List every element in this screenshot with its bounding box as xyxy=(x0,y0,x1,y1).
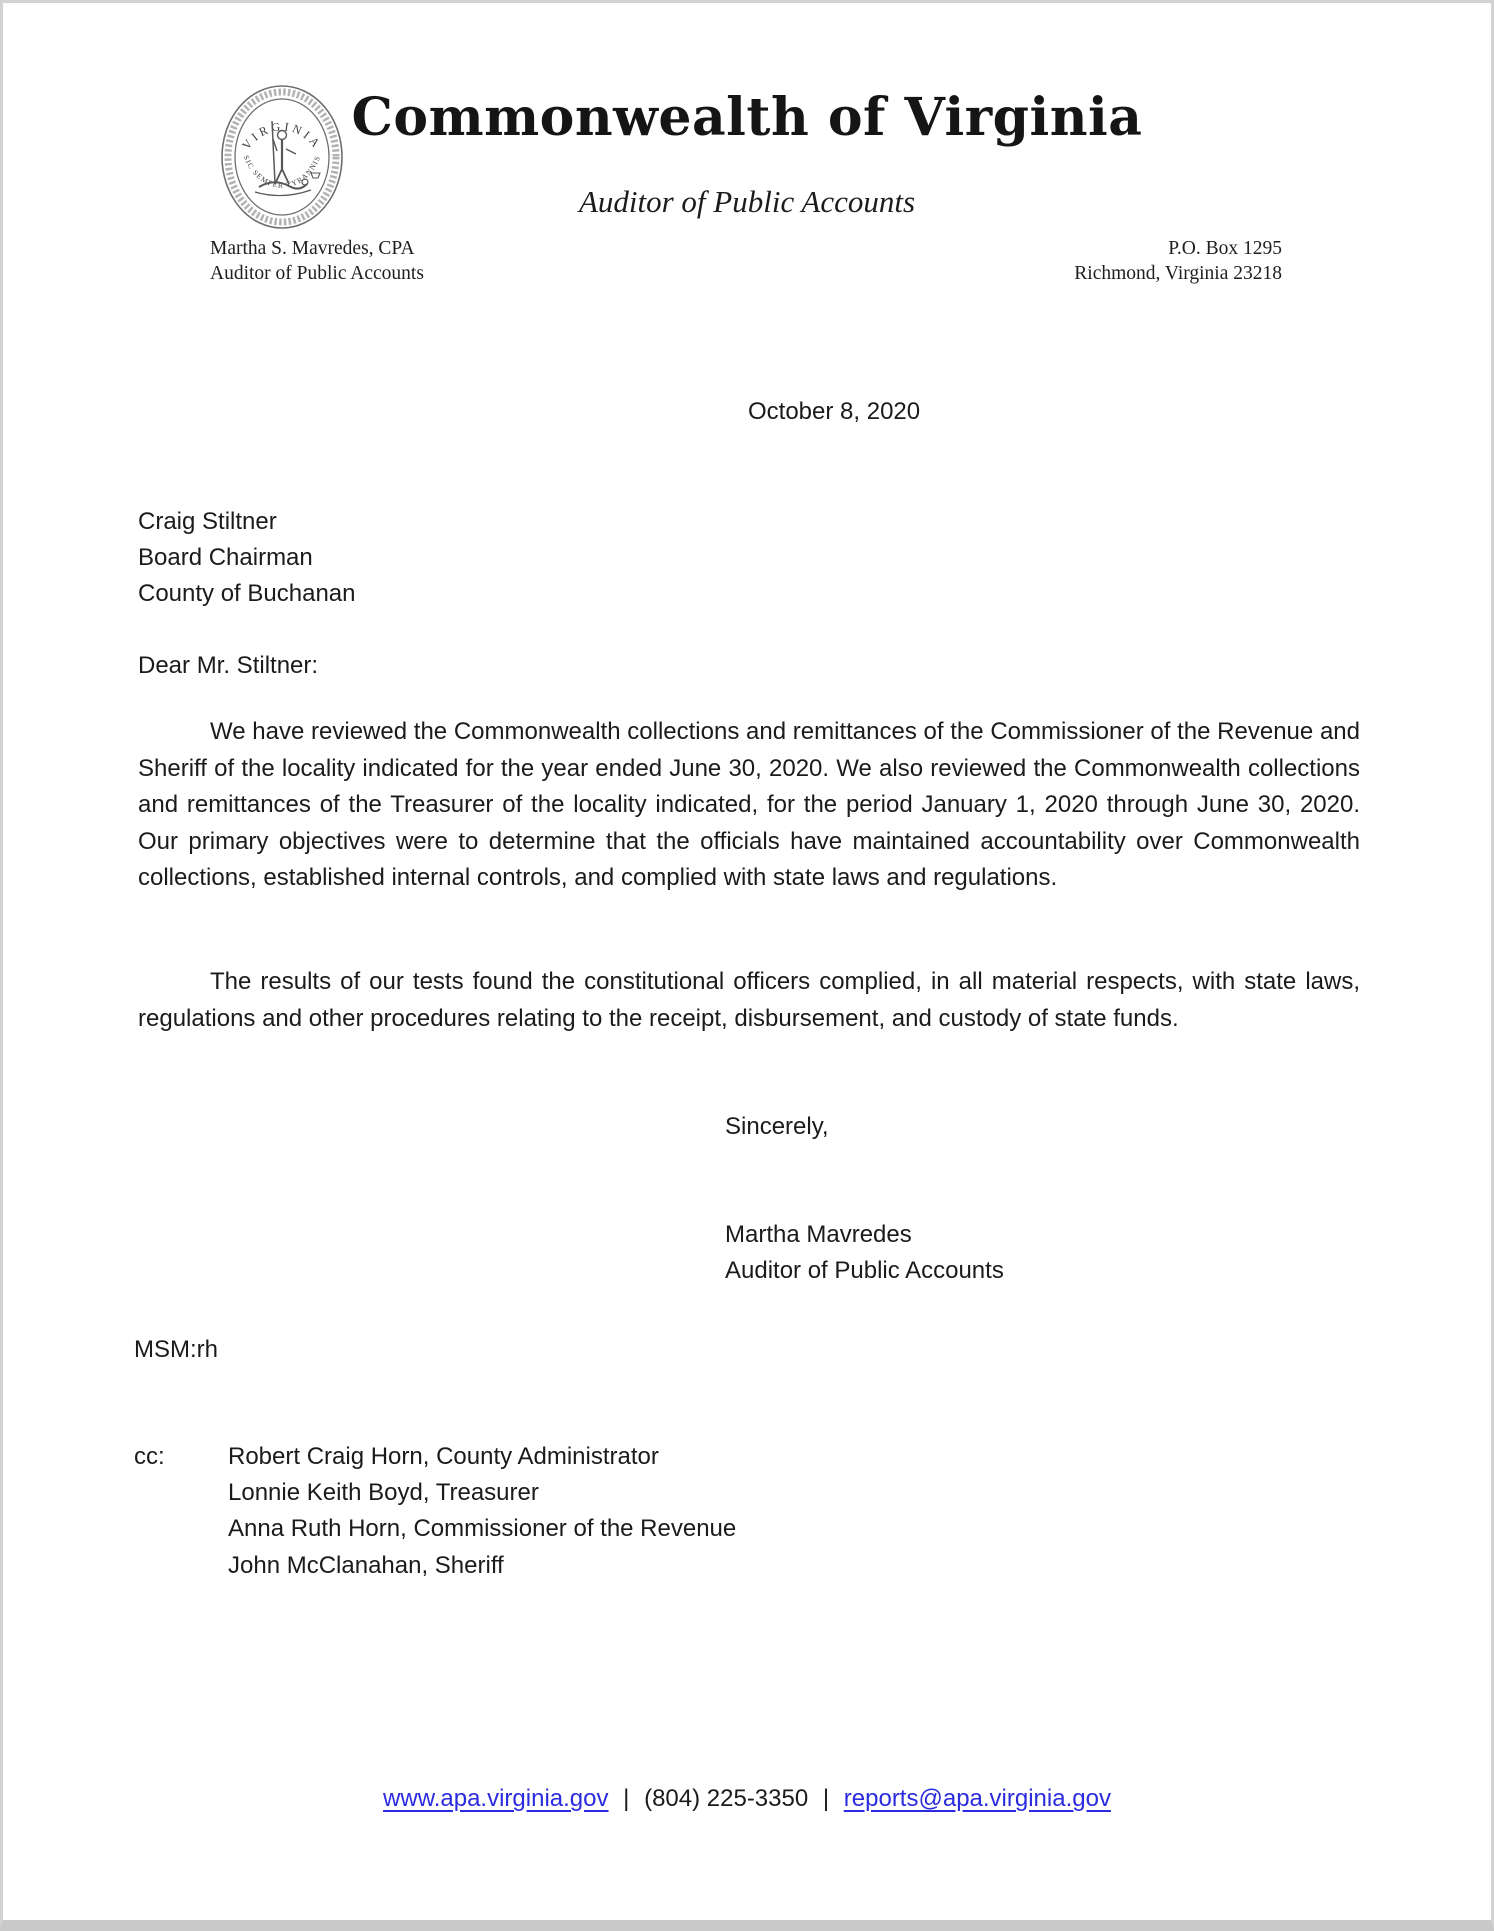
signature-block xyxy=(725,1217,1004,1289)
reference-initials: MSM:rh xyxy=(134,1336,218,1363)
website-link[interactable]: www.apa.virginia.gov xyxy=(383,1785,609,1812)
signature-line: Auditor of Public Accounts xyxy=(725,1257,1004,1285)
cc-entry: John McClanahan, Sheriff xyxy=(228,1551,504,1579)
recipient-line: Craig Stiltner xyxy=(138,508,277,535)
contact-line: Martha S. Mavredes, CPA xyxy=(210,238,415,259)
cc-entry: Robert Craig Horn, County Administrator xyxy=(228,1443,659,1470)
seal-bottom-text: SIC SEMPER TYRANNIS xyxy=(241,153,323,190)
closing: Sincerely, xyxy=(725,1113,829,1140)
salutation: Dear Mr. Stiltner: xyxy=(138,652,319,679)
signature-line: Martha Mavredes xyxy=(725,1221,912,1248)
phone-number: (804) 225-3350 xyxy=(644,1785,809,1812)
agency-address-block xyxy=(1074,236,1282,286)
contact-line: Auditor of Public Accounts xyxy=(210,263,424,284)
agency-title: Commonwealth of Virginia xyxy=(351,87,1143,148)
contact-line: P.O. Box 1295 xyxy=(1168,238,1282,259)
auditor-name-block xyxy=(210,236,424,286)
body-paragraph: We have reviewed the Commonwealth collections and remittances of the Commissioner of the Revenue and Sheriff of the locality indicated for the year ended June 30, 2020. We also reviewed the Commonwealth collections and remittances of the Treasurer of the locality indicated, for the period January 1, 2020 through June 30, 2020. Our primary objectives were to determine that the officials have maintained accountability over Commonwealth collections, established internal controls, and complied with state laws and regulations. xyxy=(138,718,1360,891)
cc-entry: Lonnie Keith Boyd, Treasurer xyxy=(228,1479,539,1507)
letter-date: October 8, 2020 xyxy=(748,398,921,425)
cc-entry: Anna Ruth Horn, Commissioner of the Revenue xyxy=(228,1515,737,1543)
body-paragraph: The results of our tests found the constitutional officers complied, in all material respects, with state laws, regulations and other procedures relating to the receipt, disbursement, and custody of state funds. xyxy=(138,968,1360,1032)
contact-line: Richmond, Virginia 23218 xyxy=(1074,263,1282,284)
cc-label: cc: xyxy=(134,1443,165,1470)
footer xyxy=(3,1785,1491,1813)
seal-top-text: VIRGINIA xyxy=(239,119,325,153)
recipient-line: Board Chairman xyxy=(138,544,313,572)
email-link[interactable]: reports@apa.virginia.gov xyxy=(843,1785,1111,1812)
footer-separator: | xyxy=(623,1785,630,1812)
recipient-line: County of Buchanan xyxy=(138,580,356,608)
recipient-block xyxy=(138,504,356,613)
agency-subtitle: Auditor of Public Accounts xyxy=(578,184,916,219)
footer-separator: | xyxy=(822,1785,830,1812)
cc-list xyxy=(228,1439,1128,1584)
